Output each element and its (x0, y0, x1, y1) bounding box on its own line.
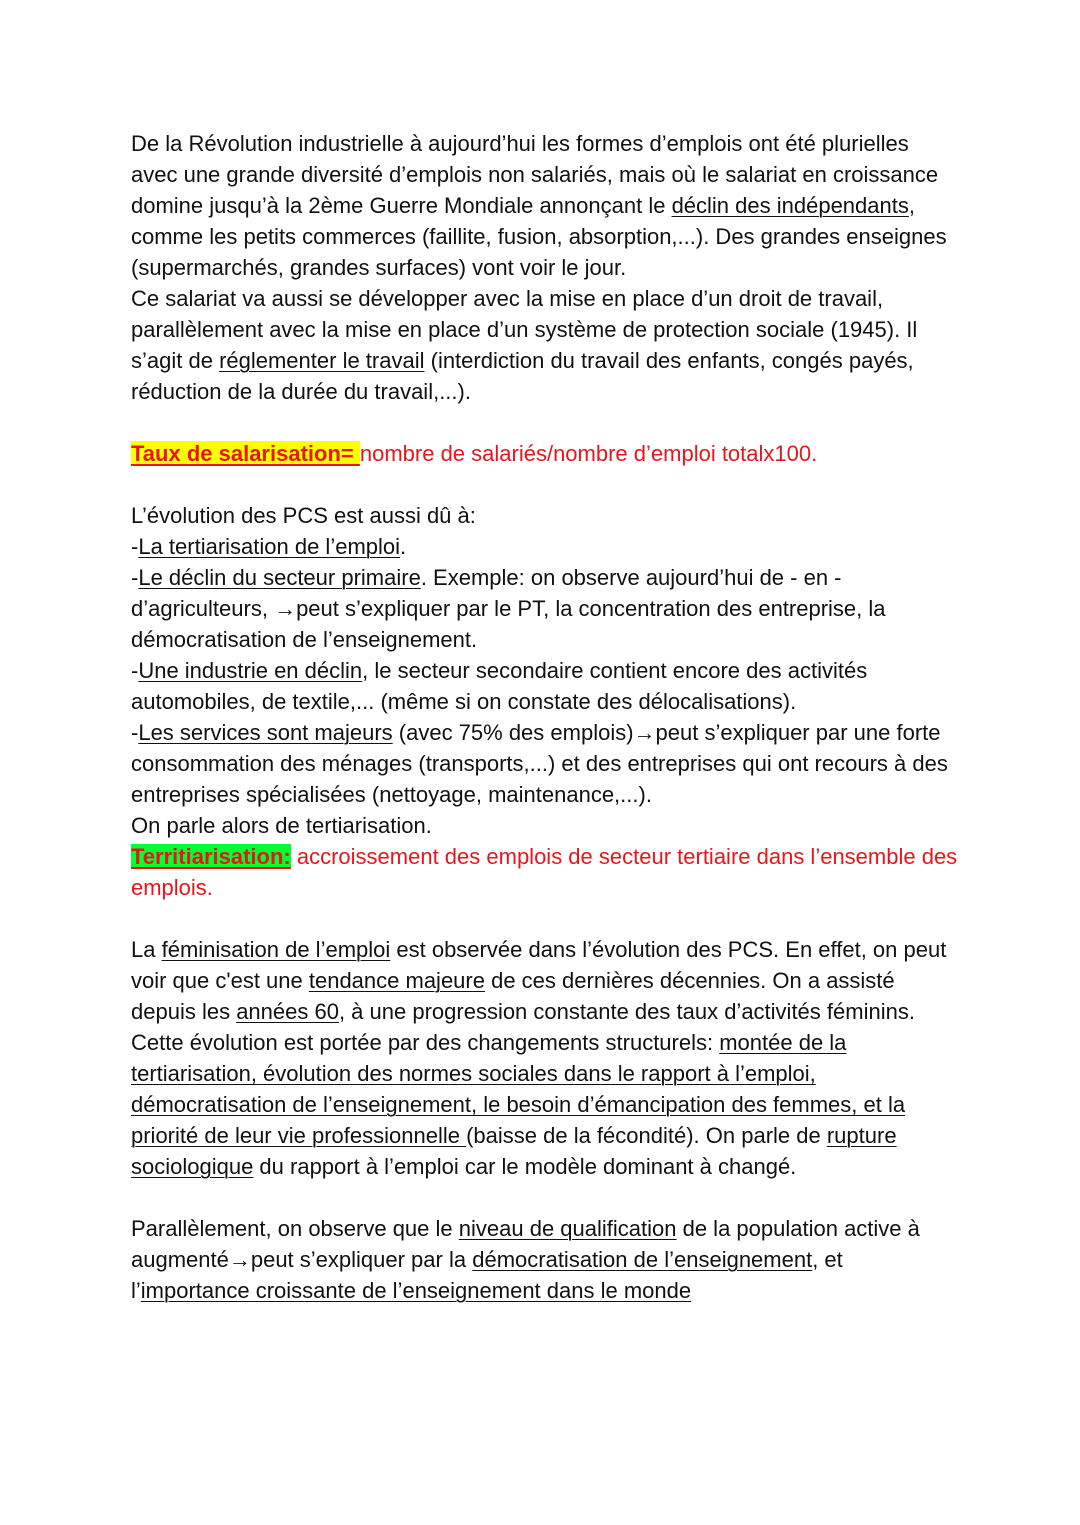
paragraph-qualification: Parallèlement, on observe que le niveau de qualification de la population active à augmenté→peut s’expliquer par la démocratisation de l’enseignement, et l’importance croissante de l’enseignement dans le monde (131, 1216, 920, 1303)
definition-text: accroissement des emplois de secteur tertiaire dans l’ensemble des emplois. (131, 844, 958, 900)
paragraph-pcs-closing: On parle alors de tertiarisation. (131, 813, 432, 838)
definition-taux-salarisation (131, 438, 961, 469)
document-page (131, 128, 961, 1306)
definition-term: Territiarisation: (131, 844, 291, 869)
definition-term: Taux de salarisation= (131, 441, 360, 466)
definition-territiarisation (131, 841, 961, 903)
paragraph-salariat: Ce salariat va aussi se développer avec la mise en place d’un droit de travail, parallèlement avec la mise en place d’un système de protection sociale (1945). Il s’agit de réglementer le travail (interdiction du travail des enfants, congés payés, réduction de la durée du travail,...). (131, 286, 918, 404)
underlined-phrase: réglementer le travail (219, 348, 425, 373)
list-item: -Une industrie en déclin, le secteur secondaire contient encore des activités automobiles, de textile,... (même si on constate des délocalisations). (131, 658, 868, 714)
paragraph-revolution: De la Révolution industrielle à aujourd’hui les formes d’emplois ont été plurielles avec une grande diversité d’emplois non salariés, mais où le salariat en croissance domine jusqu’à la 2ème Guerre Mondiale annonçant le déclin des indépendants, comme les petits commerces (faillite, fusion, absorption,...). Des grandes enseignes (supermarchés, grandes surfaces) vont voir le jour. (131, 131, 947, 280)
list-item: -Les services sont majeurs (avec 75% des emplois)→peut s’expliquer par une forte consommation des ménages (transports,...) et des entreprises qui ont recours à des entreprises spécialisées (nettoyage, maintenance,...). (131, 720, 948, 807)
paragraph-feminisation: La féminisation de l’emploi est observée dans l’évolution des PCS. En effet, on peut voir que c'est une tendance majeure de ces dernières décennies. On a assisté depuis les années 60, à une progression constante des taux d’activités féminins. Cette évolution est portée par des changements structurels: montée de la tertiarisation, évolution des normes sociales dans le rapport à l’emploi, démocratisation de l’enseignement, le besoin d’émancipation des femmes, et la priorité de leur vie professionnelle (baisse de la fécondité). On parle de rupture sociologique du rapport à l’emploi car le modèle dominant à changé. (131, 937, 947, 1179)
underlined-phrase: déclin des indépendants (671, 193, 909, 218)
paragraph-pcs-intro: L’évolution des PCS est aussi dû à: (131, 503, 476, 528)
list-item: -Le déclin du secteur primaire. Exemple: on observe aujourd’hui de - en - d’agriculteurs, →peut s’expliquer par le PT, la concentration des entreprise, la démocratisation de l’enseignement. (131, 565, 886, 652)
list-item: -La tertiarisation de l’emploi. (131, 534, 407, 559)
definition-text: nombre de salariés/nombre d’emploi totalx100. (359, 441, 818, 466)
